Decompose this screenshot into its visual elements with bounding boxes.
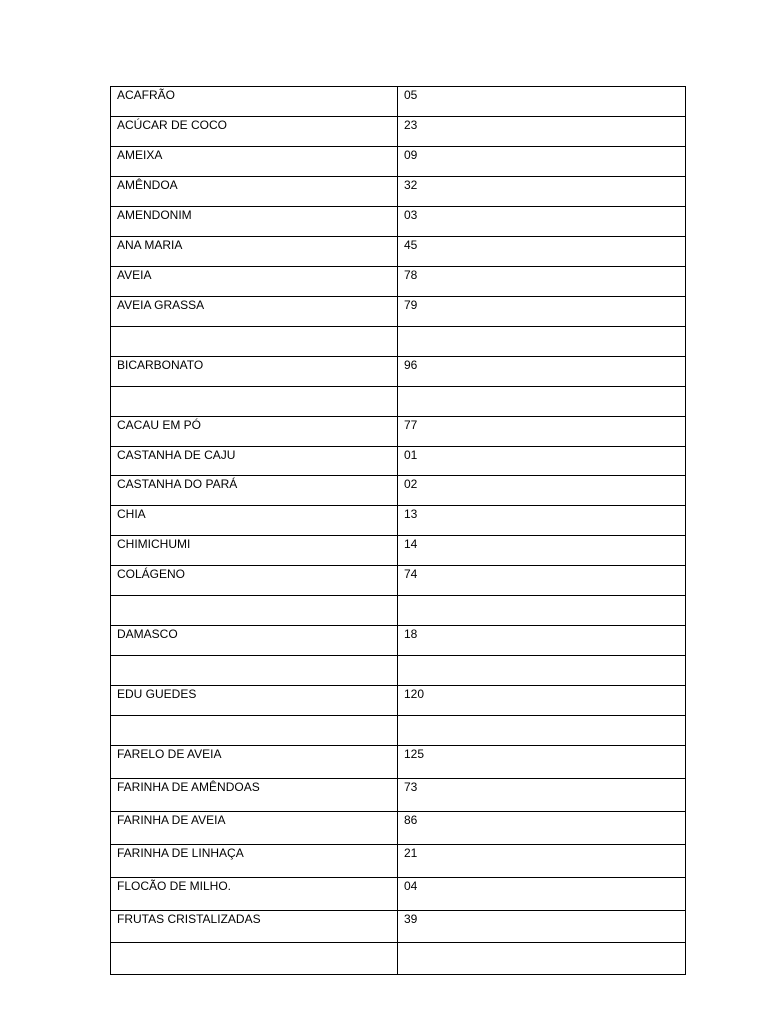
table-row bbox=[111, 911, 686, 943]
item-code-cell: 39 bbox=[398, 911, 686, 943]
item-name-cell: FARINHA DE AMÊNDOAS bbox=[111, 779, 398, 812]
item-name-cell: CACAU EM PÓ bbox=[111, 417, 398, 447]
item-code-cell: 32 bbox=[398, 177, 686, 207]
item-name-cell: FARELO DE AVEIA bbox=[111, 746, 398, 779]
item-code-cell: 77 bbox=[398, 417, 686, 447]
item-code-cell: 96 bbox=[398, 357, 686, 387]
table-row bbox=[111, 656, 686, 686]
item-code-cell: 04 bbox=[398, 878, 686, 911]
table-row bbox=[111, 117, 686, 147]
item-name-cell: FLOCÃO DE MILHO. bbox=[111, 878, 398, 911]
item-name-cell bbox=[111, 716, 398, 746]
item-code-cell: 45 bbox=[398, 237, 686, 267]
table-row bbox=[111, 357, 686, 387]
item-code-cell: 09 bbox=[398, 147, 686, 177]
item-code-cell bbox=[398, 387, 686, 417]
item-code-cell: 23 bbox=[398, 117, 686, 147]
item-name-cell: ACÚCAR DE COCO bbox=[111, 117, 398, 147]
table-row bbox=[111, 716, 686, 746]
item-code-cell: 18 bbox=[398, 626, 686, 656]
item-code-cell bbox=[398, 943, 686, 975]
item-name-cell: AMENDONIM bbox=[111, 207, 398, 237]
item-code-cell bbox=[398, 596, 686, 626]
item-name-cell: COLÁGENO bbox=[111, 566, 398, 596]
item-name-cell: CASTANHA DE CAJU bbox=[111, 447, 398, 476]
item-name-cell: EDU GUEDES bbox=[111, 686, 398, 716]
table-row bbox=[111, 878, 686, 911]
item-code-cell: 03 bbox=[398, 207, 686, 237]
item-code-cell: 01 bbox=[398, 447, 686, 476]
item-name-cell: AVEIA GRASSA bbox=[111, 297, 398, 327]
table-row bbox=[111, 686, 686, 716]
item-name-cell: AMÊNDOA bbox=[111, 177, 398, 207]
table-row bbox=[111, 267, 686, 297]
item-name-cell bbox=[111, 387, 398, 417]
item-name-cell: ACAFRÃO bbox=[111, 87, 398, 117]
table-body bbox=[111, 87, 686, 975]
item-code-cell: 86 bbox=[398, 812, 686, 845]
item-name-cell: CASTANHA DO PARÁ bbox=[111, 476, 398, 506]
item-name-cell: ANA MARIA bbox=[111, 237, 398, 267]
item-name-cell bbox=[111, 596, 398, 626]
table-row bbox=[111, 87, 686, 117]
table-row bbox=[111, 476, 686, 506]
table-row bbox=[111, 327, 686, 357]
table-row bbox=[111, 536, 686, 566]
item-code-cell: 13 bbox=[398, 506, 686, 536]
item-name-cell: BICARBONATO bbox=[111, 357, 398, 387]
item-code-cell: 05 bbox=[398, 87, 686, 117]
item-name-cell bbox=[111, 656, 398, 686]
table-row bbox=[111, 207, 686, 237]
item-code-cell bbox=[398, 716, 686, 746]
table-row bbox=[111, 506, 686, 536]
item-code-cell: 79 bbox=[398, 297, 686, 327]
table-row bbox=[111, 297, 686, 327]
table-row bbox=[111, 177, 686, 207]
item-code-cell: 78 bbox=[398, 267, 686, 297]
item-code-cell: 73 bbox=[398, 779, 686, 812]
item-name-cell: AVEIA bbox=[111, 267, 398, 297]
table-row bbox=[111, 626, 686, 656]
table-row bbox=[111, 387, 686, 417]
table-row bbox=[111, 566, 686, 596]
item-name-cell: FARINHA DE LINHAÇA bbox=[111, 845, 398, 878]
table-row bbox=[111, 812, 686, 845]
table-row bbox=[111, 447, 686, 476]
table-row bbox=[111, 943, 686, 975]
table-row bbox=[111, 779, 686, 812]
table-row bbox=[111, 147, 686, 177]
item-name-cell: FRUTAS CRISTALIZADAS bbox=[111, 911, 398, 943]
table-row bbox=[111, 596, 686, 626]
item-code-cell: 125 bbox=[398, 746, 686, 779]
table-row bbox=[111, 237, 686, 267]
product-code-table bbox=[110, 86, 686, 975]
item-code-cell: 14 bbox=[398, 536, 686, 566]
item-name-cell: AMEIXA bbox=[111, 147, 398, 177]
item-name-cell: DAMASCO bbox=[111, 626, 398, 656]
table-row bbox=[111, 417, 686, 447]
item-code-cell bbox=[398, 327, 686, 357]
item-name-cell bbox=[111, 943, 398, 975]
table-row bbox=[111, 845, 686, 878]
item-code-cell: 02 bbox=[398, 476, 686, 506]
item-name-cell: CHIA bbox=[111, 506, 398, 536]
item-code-cell: 74 bbox=[398, 566, 686, 596]
table-row bbox=[111, 746, 686, 779]
item-name-cell bbox=[111, 327, 398, 357]
item-code-cell: 21 bbox=[398, 845, 686, 878]
item-name-cell: FARINHA DE AVEIA bbox=[111, 812, 398, 845]
item-code-cell bbox=[398, 656, 686, 686]
item-code-cell: 120 bbox=[398, 686, 686, 716]
item-name-cell: CHIMICHUMI bbox=[111, 536, 398, 566]
